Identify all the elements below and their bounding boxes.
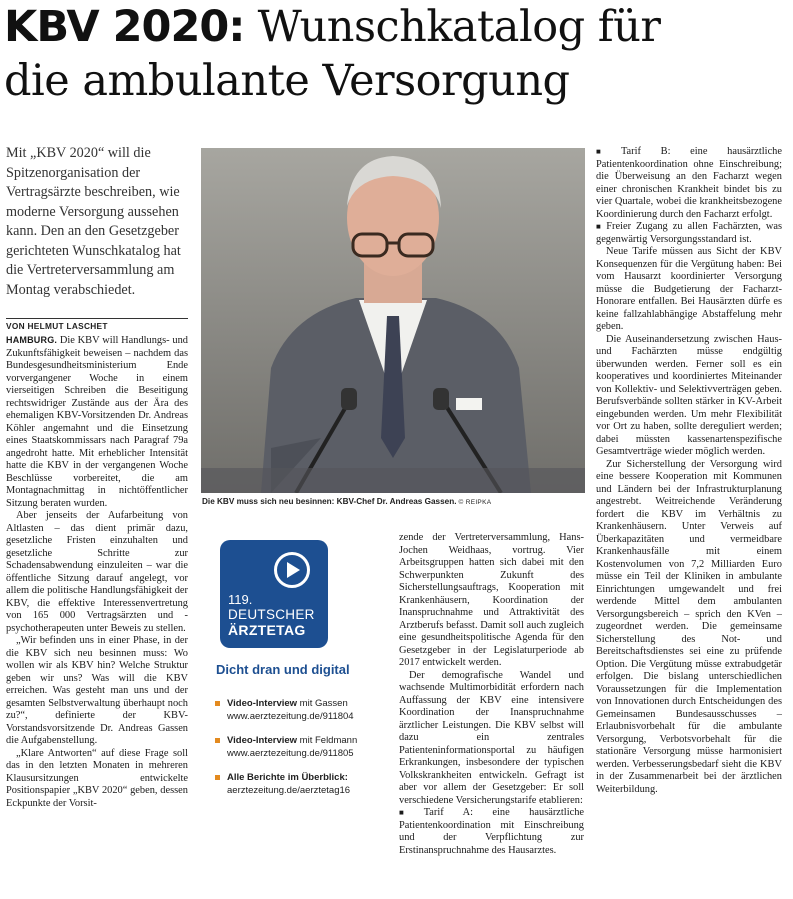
article-bullet: [399, 807, 584, 857]
square-bullet-icon: [215, 701, 220, 706]
dateline: HAMBURG.: [6, 335, 58, 345]
paragraph-text: Die KBV will Handlungs- und Zukunftsfähigkeit beweisen – nachdem das Bundesgesundheitsministerium Ende vorvergangener Woche in einem vierseitigen Schreiben die Beseitigung rechtswidriger Zustände aus der Ära des ehemaligen KBV-Vorsitzenden Dr. Andreas Köhler angemahnt und die Einsetzung eines Staatskommissars nach Paragraf 79a angedroht hatte. Mit erheblicher Intensität hatte die KBV in der vergangenen Woche Beschlüsse vorbereitet, die am Montagnachmittag in nichtöffentlicher Sitzung beraten wurden.: [6, 335, 188, 509]
bullet-text: Tarif B: eine hausärztliche Patientenkoordination ohne Einschreibung; die Überweisung an den Facharzt wegen einer chronischen Krankheit bindet bis zu vier Quartale, wobei die krankheitsbezogene Koordinierung durch den Facharzt erfolgt.: [596, 146, 782, 220]
headline-bold: KBV 2020:: [4, 2, 245, 52]
logo-line-2: ÄRZTETAG: [228, 622, 306, 638]
promo-link-url[interactable]: aerztezeitung.de/aerztetag16: [227, 784, 351, 796]
photo-caption: [202, 497, 586, 506]
article-column-4: [596, 146, 782, 894]
square-bullet-icon: ■: [399, 808, 421, 817]
bullet-text: Tarif A: eine hausärztliche Patientenkoordination mit Einschreibung und der Verpflichtung zur Erstinanspruchnahme des Hausarztes.: [399, 807, 584, 856]
byline: VON HELMUT LASCHET: [6, 321, 108, 331]
article-paragraph: Der demografische Wandel und wachsende Multimorbidität erfordern nach Auffassung der KBV eine intensivere Koordination der Inanspruchnahme ärztlicher Leistungen. Die KBV selbst will dazu ein zentrales Patienteninformationsportal zu häufigen Erkrankungen, insbesondere der typischen Volkskrankheiten entwickeln. Gefragt ist aber vor allem der Gesetzgeber: Er soll verschiedene Versicherungstarife etablieren:: [399, 669, 584, 806]
promo-link-detail: mit Gassen: [297, 698, 348, 709]
promo-link-item[interactable]: [214, 772, 386, 797]
headline-line-2: die ambulante Versorgung: [4, 56, 570, 106]
square-bullet-icon: ■: [596, 147, 618, 156]
promo-link-list: [214, 698, 386, 809]
logo-number: 119.: [228, 592, 253, 607]
article-column-3: [399, 532, 584, 894]
headline-rest: Wunschkatalog für: [244, 2, 661, 52]
play-triangle: [287, 562, 300, 578]
promo-link-detail: mit Feldmann: [297, 735, 358, 746]
promo-link-url[interactable]: www.aerztezeitung.de/911804: [227, 710, 354, 722]
article-paragraph: „Klare Antworten“ auf diese Frage soll das in den letzten Monaten in mehreren Klausursitzungen entwickelte Positionspapier „KBV 2020“ geben, dessen Eckpunkte der Vorsit-: [6, 747, 188, 809]
promo-link-label: Alle Berichte im Überblick:: [227, 772, 348, 783]
photo-credit: © REIPKA: [458, 499, 492, 506]
article-paragraph: Die Auseinandersetzung zwischen Haus- und Fachärzten müsse endgültig überwunden werden. Ferner soll es ein kooperatives und koordiniertes Miteinander von Kollektiv- und Selektivverträgen geben. Berufsverbände sollten stärker in KV-Arbeit eingebunden werden. Um mehr Flexibilität vor Ort zu haben, sollte dereguliert werden; dabei müssten kassenartenspezifische Gesamtverträge wieder möglich werden.: [596, 333, 782, 457]
promo-title: Dicht dran und digital: [216, 662, 350, 677]
headline-line-1: [4, 0, 793, 54]
article-paragraph: „Wir befinden uns in einer Phase, in der die KBV sich neu besinnen muss: Wo wollen wir als KBV hin? Welche Struktur geben wir uns? Was will die KBV erreichen. Was gesteht man uns und der gesamten Selbstverwaltung überhaupt noch zu?“, definierte der KBV-Vorstandsvorsitzende Dr. Andreas Gassen die Aufgabenstellung.: [6, 635, 188, 746]
lead-divider: [6, 318, 188, 319]
digital-promo-box: [214, 540, 384, 800]
promo-link-item[interactable]: [214, 698, 386, 723]
article-paragraph: Aber jenseits der Aufarbeitung von Altlasten – das dient primär dazu, gesetzliche Fristen einzuhalten und gesetzliche Schritte zur Schadensabwendung einzuleiten – war die öffentliche Sitzung darauf angelegt, vor allem die politische Handlungsfähigkeit der KBV, die effektive Interessenvertretung von 165 000 Vertragsärzten und -psychotherapeuten unter Beweis zu stellen.: [6, 510, 188, 634]
lead-paragraph: Mit „KBV 2020“ will die Spitzenorganisation der Vertragsärzte beschreiben, wie moderne Versorgung aussehen kann. Den an den Gesetzgeber gerichteten Wunschkatalog hat die Vertreterversammlung am Montag verabschiedet.: [6, 145, 181, 298]
promo-link-url[interactable]: www.aerztezeitung.de/911805: [227, 747, 354, 759]
square-bullet-icon: ■: [596, 222, 604, 231]
article-paragraph: Neue Tarife müssen aus Sicht der KBV Konsequenzen für die Vergütung haben: Bei vom Hausarzt koordinierter Versorgung müsse die Budgetierung der Facharzt-Honorare entfallen. Bei Hausärzten dürfe es keine fallzahlabhängige Abstaffelung mehr geben.: [596, 246, 782, 332]
article-column-1: [6, 334, 188, 894]
headline: [4, 0, 793, 108]
article-bullet: [596, 221, 782, 246]
promo-link-label: Video-Interview: [227, 735, 298, 746]
aerztetag-logo: [220, 540, 328, 648]
article-bullet: [596, 146, 782, 221]
article-paragraph: zende der Vertreterversammlung, Hans-Jochen Weidhaas, vortrug. Vier Arbeitsgruppen hatten sich dabei mit den Schwerpunkten Zukunft des Sicherstellungsauftrags, Kooperation mit Krankenhäusern, Koordination der Inanspruchnahme und Attraktivität des Arztberufs befasst. Damit soll auch zugleich eine gesundheitspolitische Agenda für den Gesetzgeber in der Legislaturperiode ab 2017 entwickelt werden.: [399, 532, 584, 668]
play-icon[interactable]: [274, 552, 310, 588]
logo-line-1: DEUTSCHER: [228, 607, 315, 622]
article-photo: [201, 148, 585, 493]
article-paragraph: Zur Sicherstellung der Versorgung wird eine bessere Kooperation mit Kommunen und Ländern bei der Infrastrukturplanung angestrebt. Weitreichende Veränderung fordert die KBV im Verhältnis zu Krankenhäusern. Unter Verweis auf Überkapazitäten und vermeidbare Krankenhausfälle mit einem Kostenvolumen von 7,2 Milliarden Euro müsse ein Teil der Kliniken in ambulante Einrichtungen umgewandelt und frei werdende Mittel dem ambulanten Versorgungsbereich – sprich den KVen – zugeordnet werden. Die gemeinsame Sicherstellung des Not- und Bereitschaftsdienstes sei eine zu prüfende Option. Die Vergütung müsse extrabudgetär erfolgen. Die bislang unterschiedlichen Voraussetzungen für die Implementation von Innovationen durch Entscheidungen des Gemeinsamen Bundesausschusses – Erlaubnisvorbehalt für die ambulante Versorgung, Verbotsvorbehalt für die stationäre Versorgung müsse harmonisiert werden. Verbesserungsbedarf sieht die KBV in der Zusammenarbeit bei der ärztlichen Weiterbildung.: [596, 458, 782, 795]
caption-text: Die KBV muss sich neu besinnen: KBV-Chef Dr. Andreas Gassen.: [202, 497, 457, 506]
speaker-photo-illustration: [201, 148, 585, 493]
promo-link-label: Video-Interview: [227, 698, 298, 709]
promo-link-item[interactable]: [214, 735, 386, 760]
bullet-text: Freier Zugang zu allen Fachärzten, was gegenwärtig Versorgungsstandard ist.: [596, 221, 782, 245]
article-paragraph: [6, 334, 188, 510]
square-bullet-icon: [215, 775, 220, 780]
square-bullet-icon: [215, 738, 220, 743]
